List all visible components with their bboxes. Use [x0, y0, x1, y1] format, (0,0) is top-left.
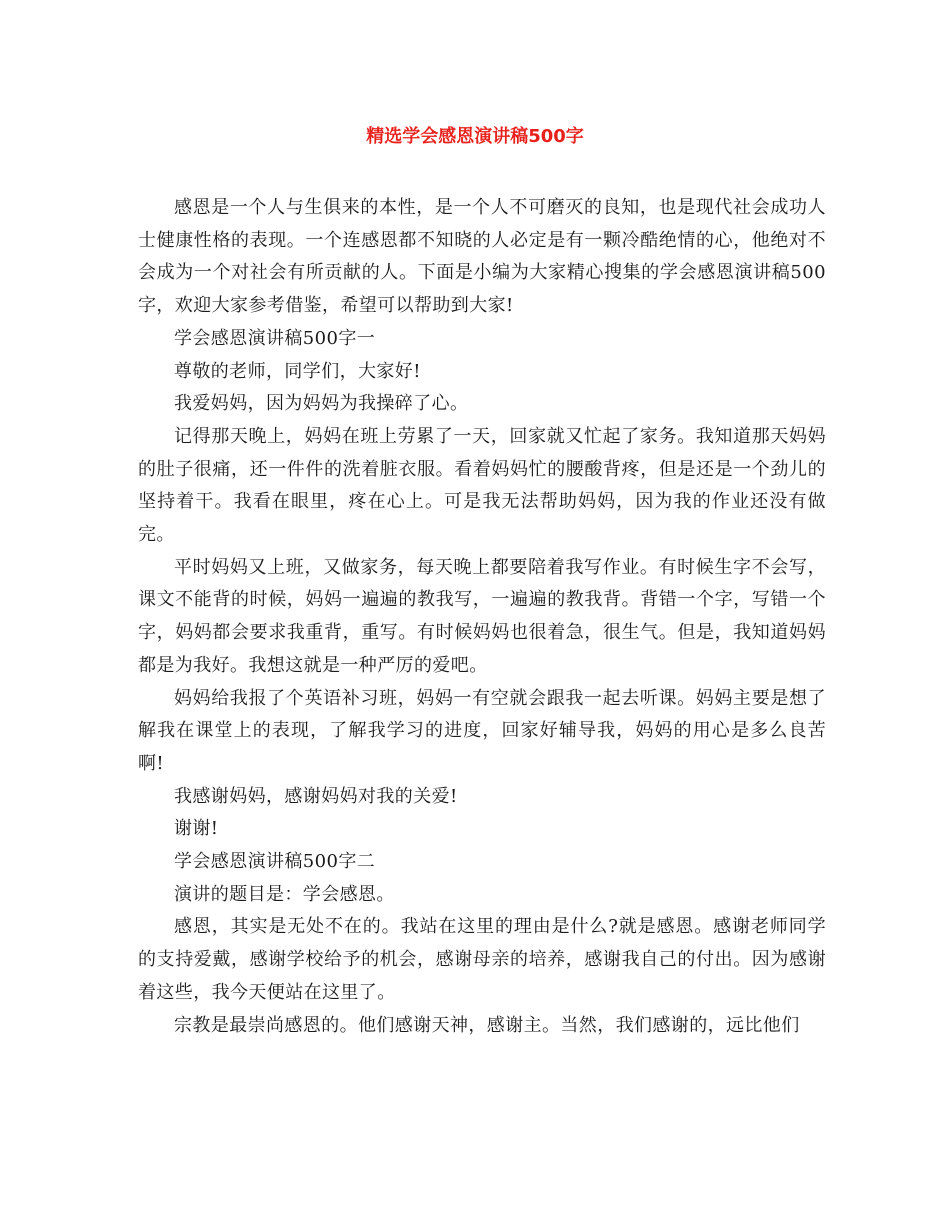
- paragraph-thanks: 谢谢!: [174, 818, 219, 840]
- paragraph: 我感谢妈妈，感谢妈妈对我的关爱!: [174, 785, 458, 807]
- section-heading-speech-two: 学会感恩演讲稿500字二: [174, 851, 376, 873]
- paragraph: 平时妈妈又上班，又做家务，每天晚上都要陪着我写作业。有时候生字不会写，课文不能背的时候，妈妈一遍遍的教我写，一遍遍的教我背。背错一个字，写错一个字，妈妈都会要求我重背，重写。有时候妈妈也很着急，很生气。但是，我知道妈妈都是为我好。我想这就是一种严厉的爱吧。: [138, 556, 826, 676]
- paragraph: 我爱妈妈，因为妈妈为我操碎了心。: [174, 393, 469, 415]
- document-body: [138, 192, 826, 1042]
- paragraph-greeting: 尊敬的老师，同学们，大家好!: [174, 360, 421, 382]
- paragraph-topic: 演讲的题目是：学会感恩。: [174, 883, 395, 905]
- paragraph: 记得那天晚上，妈妈在班上劳累了一天，回家就又忙起了家务。我知道那天妈妈的肚子很痛，还一件件的洗着脏衣服。看着妈妈忙的腰酸背疼，但是还是一个劲儿的坚持着干。我看在眼里，疼在心上。可是我无法帮助妈妈，因为我的作业还没有做完。: [138, 425, 826, 546]
- paragraph-intro: 感恩是一个人与生俱来的本性，是一个人不可磨灭的良知，也是现代社会成功人士健康性格的表现。一个连感恩都不知晓的人必定是有一颗冷酷绝情的心，他绝对不会成为一个对社会有所贡献的人。下面是小编为大家精心搜集的学会感恩演讲稿500字，欢迎大家参考借鉴，希望可以帮助到大家!: [138, 197, 826, 317]
- section-heading-speech-one: 学会感恩演讲稿500字一: [174, 327, 376, 349]
- document-title: 精选学会感恩演讲稿500字: [366, 126, 584, 147]
- paragraph: 宗教是最崇尚感恩的。他们感谢天神，感谢主。当然，我们感谢的，远比他们: [174, 1014, 800, 1036]
- paragraph: 妈妈给我报了个英语补习班，妈妈一有空就会跟我一起去听课。妈妈主要是想了解我在课堂上的表现，了解我学习的进度，回家好辅导我，妈妈的用心是多么良苦啊!: [138, 687, 826, 774]
- paragraph: 感恩，其实是无处不在的。我站在这里的理由是什么?就是感恩。感谢老师同学的支持爱戴，感谢学校给予的机会，感谢母亲的培养，感谢我自己的付出。因为感谢着这些，我今天便站在这里了。: [138, 916, 826, 1003]
